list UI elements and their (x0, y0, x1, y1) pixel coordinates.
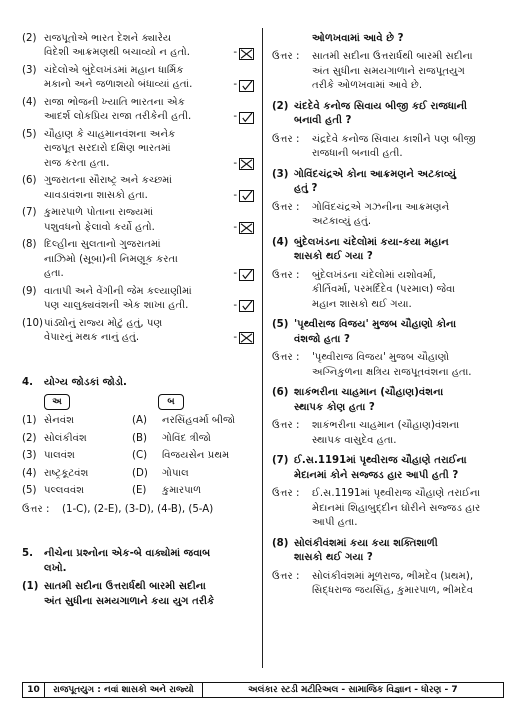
text-line: તરીકે ઓળખવામાં આવે છે. (312, 80, 423, 92)
question-1 (22, 580, 254, 609)
false-mark (233, 46, 254, 60)
false-mark (233, 157, 254, 171)
checkmark-icon (239, 112, 254, 124)
text-line (44, 189, 254, 203)
text-line: સ્થાપક કોણ હતા ? (294, 401, 375, 413)
line-text: રાજપૂતોએ ભારત દેશને ક્યારેય (44, 33, 172, 44)
column-b-header: બ (158, 394, 184, 410)
text-line: સોલંકીવંશમાં કયા કયા શક્તિશાળી (294, 537, 438, 549)
statement-number: (4) (22, 96, 37, 108)
statement-text (44, 174, 254, 203)
line-text: દિલ્હીના સુલતાનો ગુજરાતમાં (44, 239, 161, 251)
line-text: આદર્શ લોકપ્રિય રાજા તરીકેની હતી. (44, 111, 192, 123)
section-heading: યોગ્ય જોડકાં જોડો. (44, 376, 127, 388)
text-line: સ્થાપક વાસુદેવ હતા. (312, 434, 397, 446)
statement-item (22, 206, 254, 235)
publisher-line: અલંકાર સ્ટડી મટીરિઅલ - સામાજિક વિજ્ઞાન - ધોરણ - 7 (248, 684, 458, 695)
checkmark-icon (239, 80, 254, 92)
text-line (44, 142, 254, 156)
dash: - (233, 268, 237, 280)
answer-text (312, 487, 504, 530)
statement-text (44, 206, 254, 235)
question-block (272, 100, 504, 129)
match-row (22, 449, 254, 463)
column-b-item: ગોવિંદ ત્રીજો (162, 432, 211, 444)
question-text (44, 580, 254, 609)
text-line: સિદ્ધરાજ જયસિંહ, કુમારપાળ, ભીમદેવ (312, 584, 474, 596)
line-text: મકાનો અને જળાશયો બંધાવ્યાં હતાં. (44, 79, 193, 91)
question-block (272, 386, 504, 415)
statement-number: (8) (22, 239, 37, 251)
answer-block (272, 201, 504, 230)
checkmark-icon (239, 300, 254, 312)
question-block (272, 454, 504, 483)
match-column-headers (44, 394, 254, 410)
dash: - (233, 221, 237, 233)
match-row (22, 484, 254, 498)
text-line (44, 110, 254, 124)
page-footer (22, 682, 504, 698)
column-b-item: વિજયસેન પ્રથમ (162, 450, 230, 462)
text-line: ઈ.સ.1191માં પૃથ્વીરાજ ચૌહાણે તરાઈના (312, 488, 481, 500)
line-text: રાજપૂત સરદારો દક્ષિણ ભારતમાં (44, 143, 171, 155)
column-b-letter: (B) (132, 432, 147, 444)
dash: - (233, 47, 237, 59)
false-mark (233, 331, 254, 345)
column-b-letter: (E) (132, 485, 147, 497)
statement-number: (9) (22, 285, 37, 297)
column-divider (262, 28, 263, 668)
match-answer (22, 503, 254, 517)
line-text: પણ ચાલુક્યવંશની એક શાખા હતી. (44, 300, 189, 312)
text-line (44, 46, 254, 60)
true-mark (233, 299, 254, 313)
text-line: 'પૃથ્વીરાજ વિજય' મુજબ ચૌહાણો કોના (294, 319, 457, 331)
cross-icon (239, 332, 254, 344)
statement-text (44, 64, 254, 93)
line-text: નાઝિમો (સૂબા)ની નિમણૂક કરતા (44, 253, 178, 265)
text-line (44, 78, 254, 92)
answer-label: ઉત્તર : (272, 269, 300, 281)
match-row (22, 467, 254, 481)
question-text (294, 168, 504, 197)
column-b-letter: (A) (132, 415, 147, 427)
statement-item (22, 32, 254, 61)
answer-text (312, 133, 504, 162)
statement-number: (6) (22, 175, 37, 187)
text-line: અગ્નિકુળના ક્ષત્રિય રાજપૂતવંશના હતા. (312, 366, 472, 378)
text-line (44, 96, 254, 110)
statement-text (44, 317, 254, 346)
cross-icon (239, 158, 254, 170)
answer-block (272, 419, 504, 448)
text-line: ચંદ્રદેવે કનોજ સિવાય કાશીને પણ બીજી (312, 133, 476, 145)
answer-text (312, 570, 504, 599)
true-mark (233, 78, 254, 92)
statement-text (44, 238, 254, 281)
column-a-item: સેનવંશ (44, 415, 75, 427)
answer-label: ઉત્તર : (272, 570, 300, 582)
column-b-letter: (D) (132, 467, 148, 479)
question-number: (4) (272, 236, 289, 248)
line-text: ચંદેલોએ બુંદેલખંડમાં મહાન ધાર્મિક (44, 64, 184, 76)
statement-number: (3) (22, 64, 37, 76)
answer-label: ઉત્તર : (272, 201, 300, 213)
question-text (294, 318, 504, 347)
dash: - (233, 111, 237, 123)
text-line (44, 64, 254, 78)
question-number: (7) (272, 455, 289, 467)
text-line (44, 285, 254, 299)
section-number: 5. (22, 548, 33, 560)
column-a-item: રાષ્ટ્રકૂટવંશ (44, 467, 89, 479)
question-number: (5) (272, 319, 289, 331)
text-line (44, 299, 254, 313)
match-row (22, 414, 254, 428)
line-text: ચૌહાણ કે ચાહમાનવંશના અનેક (44, 128, 176, 140)
answer-text: (1-C), (2-E), (3-D), (4-B), (5-A) (62, 503, 214, 515)
text-line (44, 317, 254, 331)
answer-text (312, 201, 504, 230)
section-heading (44, 547, 254, 576)
text-line (44, 128, 254, 142)
question-text (294, 100, 504, 129)
text-line: આપી હતા. (312, 517, 358, 529)
statement-number: (10) (22, 317, 43, 329)
column-a-item: સોલંકીવંશ (44, 432, 87, 444)
question-number: (8) (272, 537, 289, 549)
text-line: બુંદેલખંડના ચંદેલોમાં યશોવર્મા, (312, 269, 436, 281)
right-column (272, 32, 504, 604)
true-mark (233, 267, 254, 281)
line-text: પાંડ્યોનું રાજ્ય મોટું હતું, પણ (44, 317, 163, 329)
text-line: મેદાનમાં કોને સજ્જડ હાર આપી હતી ? (294, 469, 459, 481)
row-number: (2) (22, 432, 37, 444)
page-number: 10 (23, 683, 45, 697)
column-a-item: પાલવંશ (44, 450, 76, 462)
statement-text (44, 32, 254, 61)
text-line: સોલંકીવંશમાં મૂળરાજ, ભીમદેવ (પ્રથમ), (312, 570, 474, 582)
statement-number: (2) (22, 33, 37, 44)
answer-label: ઉત્તર : (272, 420, 300, 432)
true-false-list (22, 32, 254, 346)
question-text (294, 537, 504, 566)
statement-text (44, 128, 254, 171)
text-line (44, 238, 254, 252)
text-line (44, 206, 254, 220)
question-text (294, 236, 504, 265)
text-line: શાસકો થઈ ગયા ? (294, 251, 373, 263)
text-line: સાતમી સદીના ઉત્તરાર્ધથી બારમી સદીના (44, 581, 206, 593)
text-line: હતું ? (294, 183, 318, 195)
answer-label: ઉત્તર : (272, 51, 300, 63)
answer-block (272, 487, 504, 530)
question-number: (1) (22, 581, 39, 593)
section-5-title (22, 547, 254, 576)
statement-item (22, 174, 254, 203)
row-number: (5) (22, 485, 37, 497)
statement-text (44, 96, 254, 125)
row-number: (1) (22, 415, 37, 427)
text-line: શાસકો થઈ ગયા ? (294, 552, 373, 564)
true-mark (233, 110, 254, 124)
column-b-item: નરસિંહવર્મા બીજો (162, 415, 236, 427)
statement-item (22, 317, 254, 346)
column-b-item: કુમારપાળ (162, 485, 202, 497)
text-line: કીર્તિવર્મા, પરમર્દિદેવ (પરમાલ) જેવા (312, 284, 455, 296)
line-text: વાતાપી અને વેંગીની જેમ કલ્યાણીમાં (44, 285, 192, 297)
qa-list (272, 50, 504, 598)
dash: - (233, 300, 237, 312)
left-column (22, 32, 254, 613)
column-b-item: ગોપાલ (162, 467, 189, 479)
cross-icon (239, 48, 254, 60)
dash: - (233, 189, 237, 201)
statement-text (44, 285, 254, 314)
column-a-item: પલ્લવવંશ (44, 485, 85, 497)
line-text: રાજા ભોજની ખ્યાતિ ભારતના એક (44, 96, 185, 108)
statement-item (22, 96, 254, 125)
text-line: અંત સુધીના સમયગાળાને રાજપૂતયુગ (312, 65, 465, 77)
text-line: વંશજો હતા ? (294, 333, 350, 345)
answer-label: ઉત્તર : (272, 352, 300, 364)
text-line: ગોવિંદચંદ્રએ ગઝનીના આક્રમણને (312, 201, 450, 213)
question-block (272, 168, 504, 197)
line-text: રાજ કરતા હતા. (44, 157, 110, 169)
dash: - (233, 332, 237, 344)
match-row (22, 432, 254, 446)
section-number: 4. (22, 376, 33, 388)
statement-item (22, 238, 254, 281)
answer-label: ઉત્તર : (272, 488, 300, 500)
question-number: (6) (272, 387, 289, 399)
text-line: મહાન શાસકો થઈ ગયા. (312, 298, 412, 310)
question-continuation: ઓળખવામાં આવે છે ? (312, 33, 404, 44)
text-line: નીચેના પ્રશ્નોના એક-બે વાક્યોમાં જવાબ (44, 548, 211, 560)
answer-block (272, 351, 504, 380)
text-line (44, 221, 254, 235)
answer-block (272, 50, 504, 93)
answer-block (272, 269, 504, 312)
text-line: શાકંભરીના ચાહમાન (ચૌહાણ)વંશના (294, 387, 444, 399)
question-number: (2) (272, 100, 289, 112)
cross-icon (239, 222, 254, 234)
text-line: બુંદેલખંડના ચંદેલોમાં કયા-કયા મહાન (294, 236, 449, 248)
row-number: (4) (22, 467, 37, 479)
question-block (272, 537, 504, 566)
line-text: ચાવડાવંશના શાસકો હતા. (44, 189, 148, 201)
checkmark-icon (239, 269, 254, 281)
row-number: (3) (22, 450, 37, 462)
section-4-title (22, 376, 254, 390)
text-line: શાકંભરીના ચાહમાન (ચૌહાણ)વંશના (312, 420, 460, 432)
text-line (44, 267, 254, 281)
question-text (294, 386, 504, 415)
text-line (44, 253, 254, 267)
text-line: મેદાનમાં શિહાબુદ્દીન ઘોરીને સજ્જડ હાર (312, 502, 481, 514)
statement-item (22, 285, 254, 314)
false-mark (233, 221, 254, 235)
text-line: રાજધાની બનાવી હતી. (312, 148, 403, 160)
text-line: અટકાવ્યું હતું. (312, 216, 372, 228)
answer-block (272, 133, 504, 162)
answer-text (312, 269, 504, 312)
line-text: વેપારનું મથક નાનું હતું. (44, 332, 140, 344)
text-line: અંત સુધીના સમયગાળાને કયા યુગ તરીકે (44, 595, 215, 607)
text-line (44, 157, 254, 171)
line-text: હતા. (44, 268, 64, 280)
text-line: લખો. (44, 562, 67, 574)
answer-text (312, 50, 504, 93)
statement-item (22, 64, 254, 93)
dash: - (233, 157, 237, 169)
text-line (44, 174, 254, 188)
dash: - (233, 79, 237, 91)
text-line: સાતમી સદીના ઉત્તરાર્ધથી બારમી સદીના (312, 51, 473, 63)
text-line (44, 32, 254, 46)
column-a-header: અ (44, 394, 70, 410)
statement-item (22, 128, 254, 171)
text-line: 'પૃથ્વીરાજ વિજય' મુજબ ચૌહાણો (312, 352, 450, 364)
line-text: કુમારપાળે પોતાના રાજ્યમાં (44, 207, 154, 219)
column-b-letter: (C) (132, 450, 148, 462)
question-number: (3) (272, 168, 289, 180)
question-block (272, 236, 504, 265)
chapter-title: રાજપૂતયુગ : નવાં શાસકો અને રાજ્યો (45, 683, 203, 697)
text-line: ઈ.સ.1191માં પૃથ્વીરાજ ચૌહાણે તરાઈના (294, 455, 467, 467)
true-mark (233, 189, 254, 203)
line-text: ગુજરાતના સૌરાષ્ટ્ર અને કચ્છમાં (44, 175, 172, 187)
answer-label: ઉત્તર : (22, 503, 50, 515)
text-line (44, 331, 254, 345)
question-text (294, 454, 504, 483)
answer-label: ઉત્તર : (272, 133, 300, 145)
statement-number: (5) (22, 128, 37, 140)
line-text: વિદેશી આક્રમણથી બચાવ્યો ન હતો. (44, 47, 191, 59)
text-line: ગોવિંદચંદ્રએ કોના આક્રમણને અટકાવ્યું (294, 168, 457, 180)
answer-block (272, 570, 504, 599)
checkmark-icon (239, 190, 254, 202)
question-block (272, 318, 504, 347)
line-text: પશુવધનો ફેલાવો કર્યો હતો. (44, 221, 155, 233)
text-line: બનાવી હતી ? (294, 115, 352, 127)
answer-text (312, 419, 504, 448)
answer-text (312, 351, 504, 380)
statement-number: (7) (22, 207, 37, 219)
match-list (22, 414, 254, 498)
text-line: ચંદદેવે કનોજ સિવાય બીજી કઈ રાજધાની (294, 100, 468, 112)
